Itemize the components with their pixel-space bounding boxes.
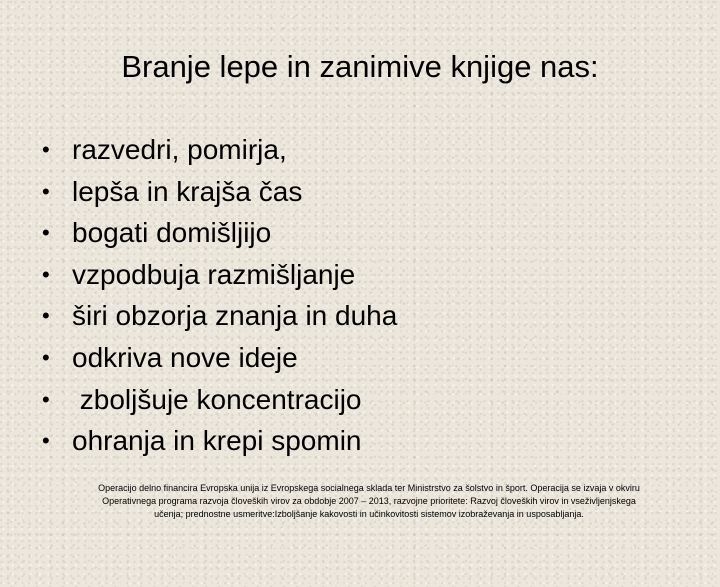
bullet-text: ohranja in krepi spomin (72, 425, 362, 457)
bullet-text: lepša in krajša čas (72, 175, 303, 207)
bullet-icon: • (42, 428, 50, 454)
bullet-icon: • (42, 178, 50, 204)
bullet-icon: • (42, 137, 50, 162)
bullet-text: zboljšuje koncentracijo (72, 383, 362, 415)
bullet-icon: • (42, 261, 50, 287)
bullet-item (42, 212, 272, 254)
bullet-text: odkriva nove ideje (72, 341, 298, 373)
bullet-item (42, 337, 298, 379)
bullet-icon: • (42, 386, 50, 412)
footnote-line: Operativnega programa razvoja človeških virov za obdobje 2007 – 2013, razvojne prioritete: Razvoj človeških virov in vseživljenjskega (102, 496, 636, 506)
bullet-icon: • (42, 303, 50, 329)
bullet-item (42, 295, 398, 337)
bullet-item (42, 379, 362, 421)
footnote-line: učenja; prednostne usmeritve:Izboljšanje kakovosti in učinkovitosti sistemov izobraževanja in usposabljanja. (154, 509, 584, 519)
bullet-text: razvedri, pomirja, (72, 134, 287, 165)
bullet-text: širi obzorja znanja in duha (72, 300, 398, 332)
slide-title: Branje lepe in zanimive knjige nas: (121, 49, 599, 84)
bullet-icon: • (42, 220, 50, 246)
bullet-item (42, 254, 356, 296)
bullet-item (42, 420, 362, 462)
bullet-item (42, 171, 303, 213)
bullet-text: bogati domišljijo (72, 217, 272, 249)
footnote-line: Operacijo delno financira Evropska unija iz Evropskega socialnega sklada ter Ministrstvo za šolstvo in šport. Operacija se izvaja v okviru (98, 483, 640, 493)
bullet-list (42, 129, 398, 462)
bullet-icon: • (42, 344, 50, 370)
bullet-text: vzpodbuja razmišljanje (72, 258, 356, 290)
funding-footnote (58, 482, 680, 521)
bullet-item (42, 129, 287, 171)
